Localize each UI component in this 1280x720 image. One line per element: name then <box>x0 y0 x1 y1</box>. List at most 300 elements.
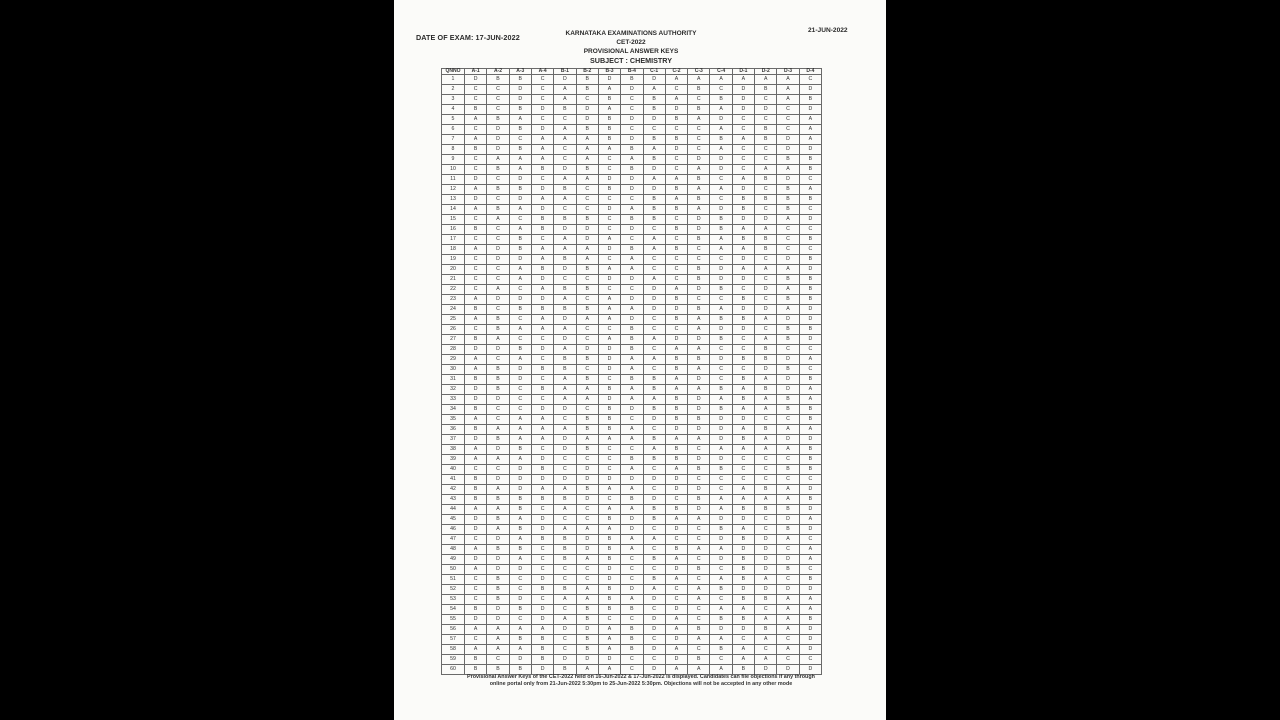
answer-cell: D <box>688 505 710 515</box>
answer-cell: D <box>755 585 777 595</box>
answer-cell: B <box>465 405 487 415</box>
answer-cell: B <box>554 495 576 505</box>
answer-cell: B <box>665 355 687 365</box>
answer-cell: B <box>755 625 777 635</box>
answer-cell: A <box>531 255 553 265</box>
answer-cell: C <box>755 325 777 335</box>
answer-cell: D <box>465 615 487 625</box>
answer-cell: C <box>643 345 665 355</box>
answer-cell: D <box>531 205 553 215</box>
question-number-cell: 49 <box>442 555 465 565</box>
answer-cell: D <box>487 445 509 455</box>
answer-cell: B <box>531 495 553 505</box>
answer-cell: A <box>665 555 687 565</box>
answer-cell: C <box>554 145 576 155</box>
answer-cell: B <box>710 135 732 145</box>
answer-cell: D <box>509 295 531 305</box>
answer-cell: B <box>487 495 509 505</box>
answer-cell: A <box>531 285 553 295</box>
answer-cell: B <box>576 485 598 495</box>
answer-cell: B <box>732 195 754 205</box>
answer-cell: D <box>509 485 531 495</box>
answer-cell: D <box>777 665 799 675</box>
answer-cell: C <box>665 235 687 245</box>
question-number-cell: 39 <box>442 455 465 465</box>
question-number-cell: 52 <box>442 585 465 595</box>
answer-cell: A <box>621 395 643 405</box>
answer-cell: B <box>777 365 799 375</box>
answer-cell: D <box>554 335 576 345</box>
answer-cell: A <box>665 575 687 585</box>
answer-cell: B <box>688 235 710 245</box>
answer-cell: B <box>755 245 777 255</box>
answer-cell: C <box>688 145 710 155</box>
answer-cell: A <box>598 625 620 635</box>
answer-cell: D <box>643 475 665 485</box>
table-row <box>442 295 822 305</box>
question-number-cell: 22 <box>442 285 465 295</box>
answer-cell: D <box>665 475 687 485</box>
answer-cell: A <box>531 325 553 335</box>
answer-cell: C <box>621 555 643 565</box>
answer-cell: A <box>576 555 598 565</box>
table-row <box>442 125 822 135</box>
answer-cell: B <box>554 555 576 565</box>
answer-cell: A <box>576 155 598 165</box>
answer-cell: A <box>732 75 754 85</box>
answer-cell: C <box>799 205 821 215</box>
answer-cell: B <box>554 215 576 225</box>
answer-cell: B <box>554 255 576 265</box>
answer-cell: D <box>531 515 553 525</box>
answer-cell: A <box>509 115 531 125</box>
answer-cell: D <box>688 405 710 415</box>
answer-cell: A <box>509 425 531 435</box>
answer-cell: B <box>755 595 777 605</box>
answer-cell: D <box>598 355 620 365</box>
answer-cell: C <box>598 495 620 505</box>
answer-cell: B <box>576 165 598 175</box>
answer-cell: A <box>755 655 777 665</box>
question-number-cell: 5 <box>442 115 465 125</box>
answer-cell: D <box>643 645 665 655</box>
answer-cell: C <box>755 155 777 165</box>
answer-cell: A <box>465 505 487 515</box>
answer-cell: A <box>799 125 821 135</box>
answer-cell: A <box>598 665 620 675</box>
answer-cell: C <box>643 655 665 665</box>
answer-cell: C <box>621 285 643 295</box>
answer-cell: D <box>643 595 665 605</box>
answer-cell: B <box>487 665 509 675</box>
answer-cell: A <box>665 75 687 85</box>
answer-cell: B <box>777 465 799 475</box>
question-number-cell: 54 <box>442 605 465 615</box>
answer-cell: C <box>710 295 732 305</box>
question-number-cell: 20 <box>442 265 465 275</box>
answer-cell: C <box>509 315 531 325</box>
answer-cell: B <box>531 645 553 655</box>
answer-cell: C <box>710 365 732 375</box>
answer-cell: D <box>688 335 710 345</box>
answer-cell: B <box>465 225 487 235</box>
answer-cell: C <box>799 475 821 485</box>
answer-cell: B <box>621 245 643 255</box>
answer-cell: B <box>799 445 821 455</box>
answer-cell: C <box>465 285 487 295</box>
answer-cell: B <box>554 545 576 555</box>
table-row <box>442 305 822 315</box>
answer-cell: D <box>465 395 487 405</box>
answer-cell: C <box>665 125 687 135</box>
column-header-c-2: C-2 <box>665 69 687 75</box>
answer-cell: D <box>509 255 531 265</box>
column-header-a-4: A-4 <box>531 69 553 75</box>
answer-cell: A <box>777 425 799 435</box>
answer-cell: D <box>799 505 821 515</box>
answer-cell: D <box>509 175 531 185</box>
answer-cell: C <box>465 255 487 265</box>
answer-cell: B <box>509 125 531 135</box>
answer-cell: B <box>777 565 799 575</box>
answer-cell: C <box>799 225 821 235</box>
answer-cell: C <box>509 405 531 415</box>
answer-cell: A <box>621 265 643 275</box>
answer-cell: C <box>621 565 643 575</box>
table-row <box>442 625 822 635</box>
answer-cell: D <box>799 335 821 345</box>
answer-cell: B <box>755 235 777 245</box>
answer-cell: B <box>665 415 687 425</box>
answer-cell: B <box>755 425 777 435</box>
answer-cell: A <box>465 185 487 195</box>
answer-cell: B <box>732 235 754 245</box>
table-row <box>442 565 822 575</box>
answer-cell: B <box>576 605 598 615</box>
answer-cell: C <box>755 95 777 105</box>
answer-cell: C <box>531 75 553 85</box>
answer-cell: A <box>665 665 687 675</box>
answer-cell: A <box>576 315 598 325</box>
answer-cell: A <box>732 605 754 615</box>
answer-cell: A <box>732 135 754 145</box>
answer-cell: A <box>732 245 754 255</box>
answer-cell: A <box>465 445 487 455</box>
answer-cell: B <box>799 155 821 165</box>
answer-cell: A <box>531 485 553 495</box>
answer-cell: B <box>487 595 509 605</box>
answer-cell: D <box>465 555 487 565</box>
answer-cell: B <box>598 125 620 135</box>
answer-cell: A <box>755 405 777 415</box>
answer-cell: A <box>732 495 754 505</box>
answer-cell: B <box>777 205 799 215</box>
answer-cell: D <box>665 565 687 575</box>
answer-cell: B <box>643 105 665 115</box>
answer-cell: B <box>598 555 620 565</box>
answer-cell: B <box>799 375 821 385</box>
answer-cell: B <box>732 355 754 365</box>
answer-cell: D <box>554 445 576 455</box>
answer-cell: A <box>755 635 777 645</box>
answer-cell: A <box>576 585 598 595</box>
answer-cell: B <box>554 665 576 675</box>
question-number-cell: 29 <box>442 355 465 365</box>
answer-cell: D <box>487 135 509 145</box>
answer-cell: C <box>710 565 732 575</box>
answer-cell: B <box>665 505 687 515</box>
answer-cell: A <box>509 435 531 445</box>
answer-cell: B <box>665 365 687 375</box>
answer-cell: A <box>688 635 710 645</box>
answer-cell: C <box>576 95 598 105</box>
table-row <box>442 175 822 185</box>
answer-cell: C <box>621 235 643 245</box>
answer-cell: B <box>621 325 643 335</box>
answer-cell: D <box>688 485 710 495</box>
answer-cell: D <box>509 655 531 665</box>
table-row <box>442 185 822 195</box>
answer-cell: C <box>465 235 487 245</box>
answer-cell: A <box>531 155 553 165</box>
answer-cell: A <box>531 415 553 425</box>
question-number-cell: 28 <box>442 345 465 355</box>
answer-cell: B <box>688 565 710 575</box>
answer-cell: A <box>755 495 777 505</box>
answer-cell: A <box>487 625 509 635</box>
answer-cell: C <box>732 335 754 345</box>
answer-cell: A <box>576 255 598 265</box>
answer-cell: C <box>665 265 687 275</box>
answer-cell: A <box>531 195 553 205</box>
document-title: PROVISIONAL ANSWER KEYS <box>583 48 679 55</box>
answer-cell: D <box>621 315 643 325</box>
table-row <box>442 595 822 605</box>
answer-cell: C <box>643 545 665 555</box>
answer-cell: B <box>777 195 799 205</box>
answer-cell: A <box>665 175 687 185</box>
answer-cell: D <box>487 255 509 265</box>
answer-cell: D <box>777 435 799 445</box>
answer-cell: D <box>576 545 598 555</box>
answer-cell: D <box>643 415 665 425</box>
answer-cell: B <box>732 565 754 575</box>
answer-cell: D <box>799 305 821 315</box>
answer-cell: C <box>732 635 754 645</box>
answer-cell: B <box>487 75 509 85</box>
answer-cell: C <box>576 325 598 335</box>
answer-cell: C <box>531 175 553 185</box>
answer-cell: A <box>732 225 754 235</box>
answer-cell: A <box>576 665 598 675</box>
answer-cell: B <box>799 455 821 465</box>
answer-cell: C <box>487 195 509 205</box>
answer-cell: D <box>621 475 643 485</box>
answer-cell: B <box>531 635 553 645</box>
answer-cell: C <box>643 255 665 265</box>
answer-cell: C <box>509 575 531 585</box>
answer-cell: B <box>732 665 754 675</box>
answer-cell: B <box>755 195 777 205</box>
column-header-b-1: B-1 <box>554 69 576 75</box>
answer-cell: B <box>710 465 732 475</box>
answer-cell: A <box>710 245 732 255</box>
answer-cell: C <box>643 485 665 495</box>
answer-cell: A <box>509 535 531 545</box>
answer-cell: C <box>688 605 710 615</box>
answer-cell: B <box>531 215 553 225</box>
answer-cell: B <box>487 325 509 335</box>
answer-cell: C <box>665 165 687 175</box>
answer-cell: D <box>509 85 531 95</box>
answer-cell: B <box>531 165 553 175</box>
question-number-cell: 18 <box>442 245 465 255</box>
answer-cell: A <box>598 335 620 345</box>
answer-cell: A <box>777 445 799 455</box>
answer-cell: A <box>509 355 531 365</box>
answer-cell: D <box>531 105 553 115</box>
answer-cell: B <box>665 445 687 455</box>
answer-cell: C <box>621 615 643 625</box>
answer-cell: B <box>576 85 598 95</box>
question-number-cell: 50 <box>442 565 465 575</box>
answer-cell: D <box>777 585 799 595</box>
answer-cell: A <box>732 525 754 535</box>
answer-cell: C <box>509 615 531 625</box>
answer-cell: C <box>777 125 799 135</box>
answer-cell: C <box>665 85 687 95</box>
answer-cell: B <box>621 495 643 505</box>
answer-cell: B <box>598 135 620 145</box>
answer-cell: C <box>576 335 598 345</box>
answer-cell: D <box>465 175 487 185</box>
answer-cell: D <box>710 425 732 435</box>
answer-cell: B <box>598 385 620 395</box>
answer-cell: A <box>621 155 643 165</box>
answer-cell: B <box>799 275 821 285</box>
answer-cell: C <box>465 585 487 595</box>
answer-cell: D <box>487 295 509 305</box>
answer-cell: A <box>665 95 687 105</box>
column-header-a-1: A-1 <box>465 69 487 75</box>
answer-cell: B <box>621 145 643 155</box>
answer-cell: B <box>598 585 620 595</box>
document-header <box>524 29 738 65</box>
answer-cell: B <box>643 135 665 145</box>
answer-cell: D <box>554 625 576 635</box>
answer-cell: B <box>732 435 754 445</box>
answer-cell: D <box>755 545 777 555</box>
answer-cell: A <box>755 395 777 405</box>
answer-cell: A <box>465 135 487 145</box>
answer-cell: A <box>487 455 509 465</box>
answer-cell: A <box>799 135 821 145</box>
answer-cell: C <box>465 465 487 475</box>
answer-cell: C <box>598 465 620 475</box>
answer-cell: B <box>509 445 531 455</box>
answer-cell: A <box>643 395 665 405</box>
answer-cell: C <box>576 275 598 285</box>
answer-cell: D <box>576 495 598 505</box>
answer-cell: B <box>465 375 487 385</box>
answer-cell: D <box>576 465 598 475</box>
answer-cell: C <box>799 365 821 375</box>
answer-cell: A <box>755 225 777 235</box>
answer-cell: D <box>487 345 509 355</box>
answer-cell: A <box>710 235 732 245</box>
answer-cell: D <box>643 185 665 195</box>
answer-cell: A <box>777 215 799 225</box>
answer-cell: C <box>487 355 509 365</box>
answer-cell: D <box>598 565 620 575</box>
answer-cell: D <box>598 475 620 485</box>
answer-cell: D <box>487 535 509 545</box>
answer-cell: C <box>777 575 799 585</box>
answer-cell: D <box>710 165 732 175</box>
table-row <box>442 285 822 295</box>
answer-cell: A <box>487 485 509 495</box>
question-number-cell: 46 <box>442 525 465 535</box>
answer-cell: A <box>487 155 509 165</box>
answer-cell: C <box>554 465 576 475</box>
answer-cell: A <box>688 165 710 175</box>
answer-cell: B <box>643 505 665 515</box>
answer-cell: A <box>732 485 754 495</box>
table-row <box>442 275 822 285</box>
answer-key-table-wrap <box>441 68 822 675</box>
answer-cell: D <box>688 215 710 225</box>
answer-cell: C <box>799 75 821 85</box>
answer-cell: B <box>509 145 531 155</box>
answer-cell: B <box>643 375 665 385</box>
answer-cell: D <box>554 265 576 275</box>
answer-cell: D <box>509 465 531 475</box>
answer-cell: D <box>755 215 777 225</box>
answer-cell: A <box>487 635 509 645</box>
answer-cell: D <box>799 525 821 535</box>
answer-cell: A <box>621 505 643 515</box>
answer-cell: A <box>732 265 754 275</box>
answer-cell: C <box>487 225 509 235</box>
answer-cell: D <box>576 105 598 115</box>
answer-cell: A <box>643 355 665 365</box>
answer-cell: A <box>465 295 487 305</box>
table-row <box>442 235 822 245</box>
answer-cell: B <box>598 115 620 125</box>
answer-cell: B <box>710 335 732 345</box>
table-row <box>442 365 822 375</box>
answer-cell: B <box>777 335 799 345</box>
answer-cell: B <box>688 195 710 205</box>
answer-cell: D <box>688 375 710 385</box>
answer-cell: B <box>487 545 509 555</box>
table-row <box>442 335 822 345</box>
answer-cell: C <box>755 275 777 285</box>
answer-cell: D <box>755 555 777 565</box>
answer-cell: D <box>531 345 553 355</box>
answer-cell: A <box>755 575 777 585</box>
answer-cell: A <box>799 545 821 555</box>
answer-cell: B <box>799 165 821 175</box>
answer-cell: C <box>531 95 553 105</box>
answer-cell: A <box>710 635 732 645</box>
answer-cell: A <box>621 545 643 555</box>
answer-cell: D <box>665 655 687 665</box>
column-header-c-3: C-3 <box>688 69 710 75</box>
table-row <box>442 245 822 255</box>
answer-cell: C <box>710 595 732 605</box>
answer-cell: C <box>799 535 821 545</box>
